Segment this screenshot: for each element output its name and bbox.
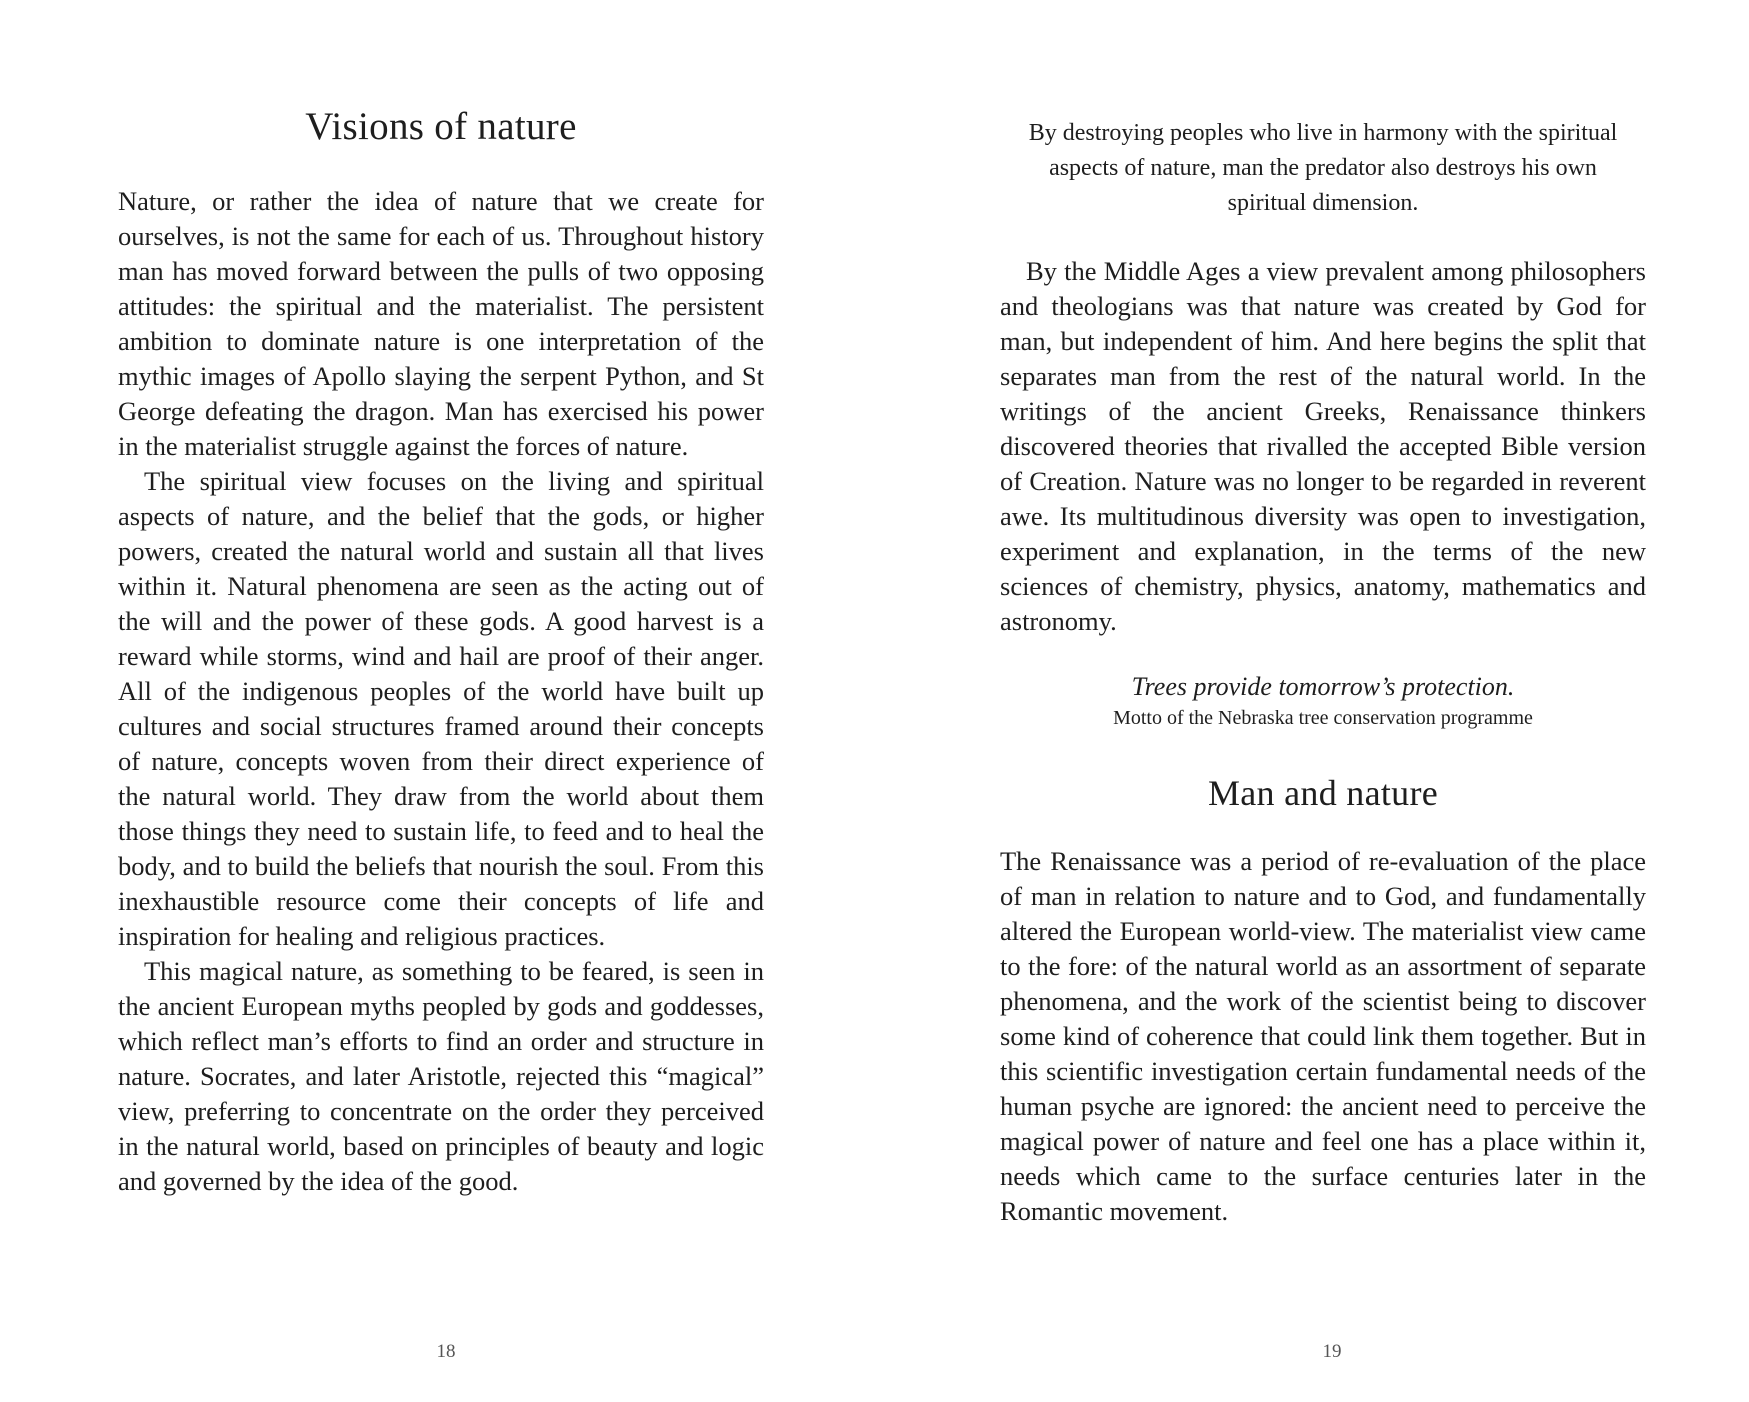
left-body-text bbox=[118, 184, 764, 1199]
paragraph: By the Middle Ages a view prevalent among philosophers and theologians was that nature was created by God for man, but independent of him. And here begins the split that separates man from the rest of the natural world. In the writings of the ancient Greeks, Renaissance thinkers discovered theories that rivalled the accepted Bible version of Creation. Nature was no longer to be regarded in reverent awe. Its multitudinous diversity was open to investigation, experiment and explanation, in the terms of the new sciences of chemistry, physics, anatomy, mathematics and astronomy. bbox=[1000, 256, 1646, 636]
motto-quote: Trees provide tomorrow’s protection. bbox=[1131, 672, 1515, 701]
motto-source: Motto of the Nebraska tree conservation programme bbox=[1113, 707, 1533, 729]
motto-block bbox=[1000, 670, 1646, 732]
page-number-right: 19 bbox=[1322, 1341, 1342, 1362]
paragraph: This magical nature, as something to be feared, is seen in the ancient European myths peopled by gods and goddesses, which reflect man’s efforts to find an order and structure in nature. Socrates, and later Aristotle, rejected this “magical” view, preferring to concentrate on the order they perceived in the natural world, based on principles of beauty and logic and governed by the idea of the good. bbox=[118, 956, 764, 1196]
section-heading-visions-of-nature: Visions of nature bbox=[305, 105, 577, 148]
right-body-text-1 bbox=[1000, 254, 1646, 639]
page-number-left: 18 bbox=[436, 1341, 456, 1362]
right-body-text-2 bbox=[1000, 844, 1646, 1229]
paragraph: Nature, or rather the idea of nature that we create for ourselves, is not the same for each of us. Throughout history man has moved forward between the pulls of two opposing attitudes: the spiritual and the materialist. The persistent ambition to dominate nature is one interpretation of the mythic images of Apollo slaying the serpent Python, and St George defeating the dragon. Man has exercised his power in the materialist struggle against the forces of nature. bbox=[118, 186, 764, 461]
section-heading-man-and-nature: Man and nature bbox=[1207, 773, 1439, 813]
paragraph: The spiritual view focuses on the living and spiritual aspects of nature, and the belief that the gods, or higher powers, created the natural world and sustain all that lives within it. Natural phenomena are seen as the acting out of the will and the power of these gods. A good harvest is a reward while storms, wind and hail are proof of their anger. All of the indigenous peoples of the world have built up cultures and social structures framed around their concepts of nature, concepts woven from their direct experience of the natural world. They draw from the world about them those things they need to sustain life, to feed and to heal the body, and to build the beliefs that nourish the soul. From this inexhaustible resource come their concepts of life and inspiration for healing and religious practices. bbox=[118, 466, 764, 951]
left-page bbox=[118, 0, 764, 1402]
paragraph: The Renaissance was a period of re-evaluation of the place of man in relation to nature and to God, and fundamentally altered the European world-view. The materialist view came to the fore: of the natural world as an assortment of separate phenomena, and the work of the scientist being to discover some kind of coherence that could link them together. But in this scientific investigation certain fundamental needs of the human psyche are ignored: the ancient need to perceive the magical power of nature and feel one has a place within it, needs which came to the surface centuries later in the Romantic movement. bbox=[1000, 846, 1646, 1226]
epigraph: By destroying peoples who live in harmony with the spiritual aspects of nature, man the predator also destroys his own spiritual dimension. bbox=[1028, 120, 1618, 216]
right-page bbox=[1000, 0, 1646, 1402]
